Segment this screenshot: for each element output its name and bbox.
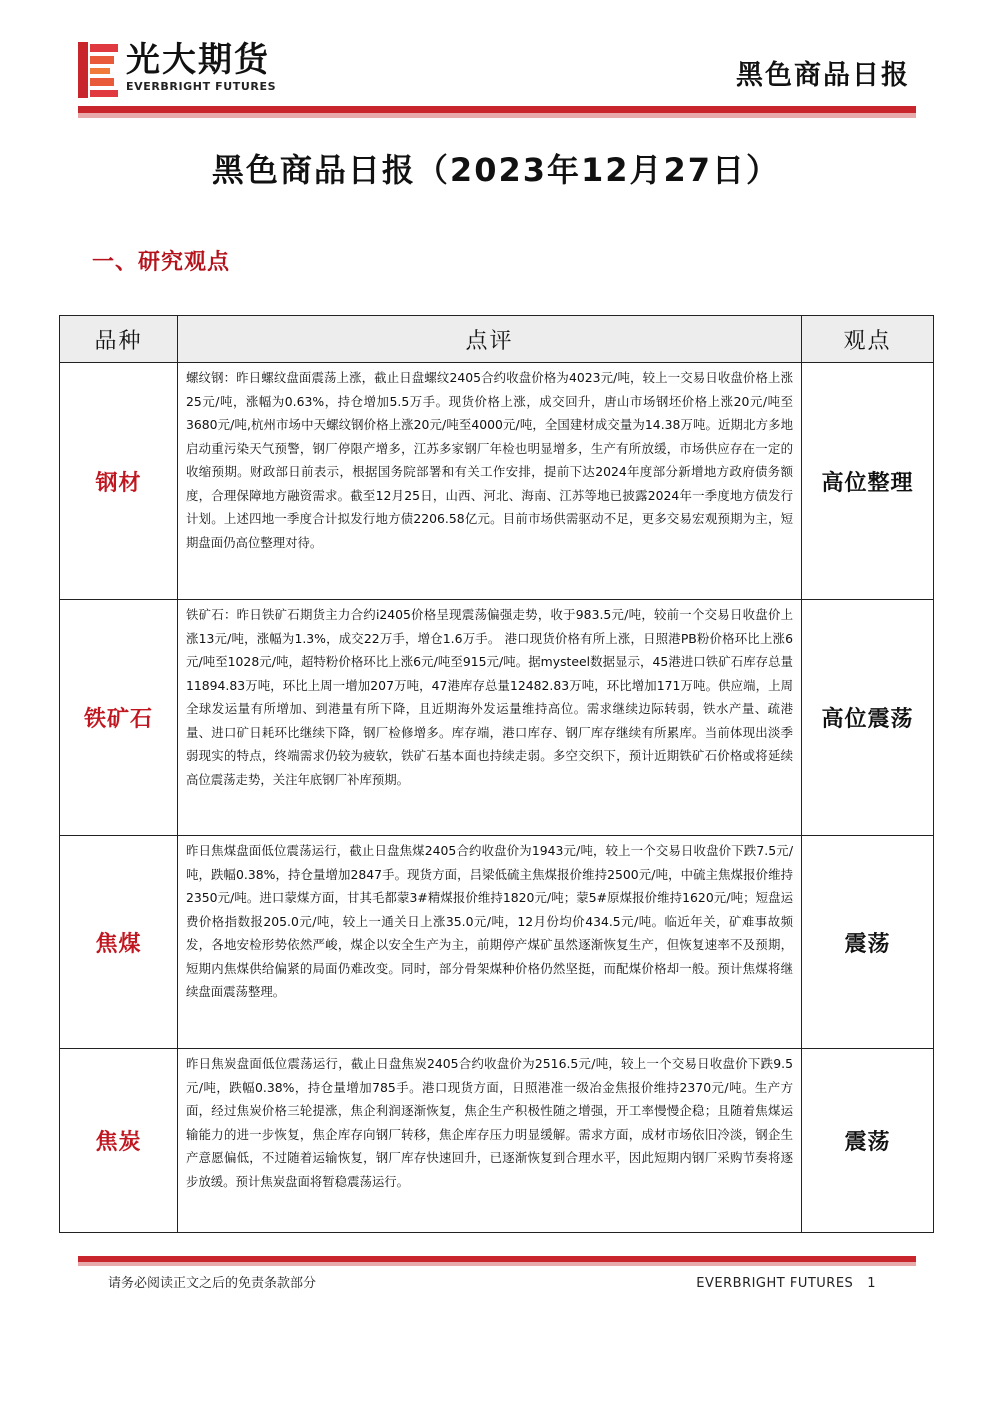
comment-cell: 昨日焦炭盘面低位震荡运行，截止日盘焦炭2405合约收盘价为2516.5元/吨，较上一个交易日收盘价下跌9.5元/吨，跌幅0.38%，持仓量增加785手。港口现货方面，日照港准一级冶金焦报价维持2370元/吨。生产方面，经过焦炭价格三轮提涨，焦企利润逐渐恢复，焦企生产积极性随之增强，开工率慢慢企稳；且随着焦煤运输能力的进一步恢复，焦企库存向钢厂转移，焦企库存压力明显缓解。需求方面，成材市场依旧冷淡，钢企生产意愿偏低，不过随着运输恢复，钢厂库存快速回升，已逐渐恢复到合理水平，因此短期内钢厂采购节奏将逐步放缓。预计焦炭盘面将暂稳震荡运行。 xyxy=(178,1049,802,1233)
column-header-view: 观点 xyxy=(802,316,934,363)
comment-cell: 昨日焦煤盘面低位震荡运行，截止日盘焦煤2405合约收盘价为1943元/吨，较上一个交易日收盘价下跌7.5元/吨，跌幅0.38%，持仓量增加2847手。现货方面，吕梁低硫主焦煤报价维持2500元/吨，中硫主焦煤报价维持2350元/吨。进口蒙煤方面，甘其毛都蒙3#精煤报价维持1820元/吨；蒙5#原煤报价维持1620元/吨；短盘运费价格指数报205.0元/吨，较上一通关日上涨35.0元/吨，12月份均价434.5元/吨。临近年关，矿难事故频发，各地安检形势依然严峻，煤企以安全生产为主，前期停产煤矿虽然逐渐恢复生产，但恢复速率不及预期，短期内焦煤供给偏紧的局面仍难改变。同时，部分骨架煤种价格仍然坚挺，而配煤价格却一般。预计焦煤将继续盘面震荡整理。 xyxy=(178,836,802,1049)
view-cell: 震荡 xyxy=(802,836,934,1049)
comment-cell: 铁矿石：昨日铁矿石期货主力合约i2405价格呈现震荡偏强走势，收于983.5元/吨，较前一个交易日收盘价上涨13元/吨，涨幅为1.3%，成交22万手，增仓1.6万手。 港口现货价格有所上涨，日照港PB粉价格环比上涨6元/吨至1028元/吨，超特粉价格环比上涨6元/吨至915元/吨。据mysteel数据显示，45港进口铁矿石库存总量11894.83万吨，环比上周一增加207万吨，47港库存总量12482.83万吨，环比增加171万吨。供应端，上周全球发运量有所增加、到港量有所下降，且近期海外发运量维持高位。需求继续边际转弱，铁水产量、疏港量、进口矿日耗环比继续下降，钢厂检修增多。库存端，港口库存、钢厂库存继续有所累库。当前体现出淡季弱现实的特点，终端需求仍较为疲软，铁矿石基本面也持续走弱。多空交织下，预计近期铁矿石价格或将延续高位震荡走势，关注年底钢厂补库预期。 xyxy=(178,600,802,836)
brand-logo xyxy=(78,40,283,100)
comment-cell: 螺纹钢：昨日螺纹盘面震荡上涨，截止日盘螺纹2405合约收盘价格为4023元/吨，较上一交易日收盘价格上涨25元/吨，涨幅为0.63%，持仓增加5.5万手。现货价格上涨，成交回升，唐山市场钢坯价格上涨20元/吨至3680元/吨,杭州市场中天螺纹钢价格上涨20元/吨至4000元/吨，全国建材成交量为14.38万吨。近期北方多地启动重污染天气预警，钢厂停限产增多，江苏多家钢厂年检也明显增多，生产有所放缓，市场供应存在一定的收缩预期。财政部日前表示，根据国务院部署和有关工作安排，提前下达2024年度部分新增地方政府债务额度，合理保障地方融资需求。截至12月25日，山西、河北、海南、江苏等地已披露2024年一季度地方债发行计划。上述四地一季度合计拟发行地方债2206.58亿元。目前市场供需驱动不足，更多交易宏观预期为主，短期盘面仍高位整理对待。 xyxy=(178,363,802,600)
page-title: 黑色商品日报（2023年12月27日） xyxy=(211,151,781,189)
brand-name-en: EVERBRIGHT FUTURES xyxy=(126,80,277,93)
view-cell: 震荡 xyxy=(802,1049,934,1233)
page-header xyxy=(0,0,992,130)
footer-brand-page xyxy=(696,1274,876,1294)
category-cell: 焦煤 xyxy=(60,836,178,1049)
view-cell: 高位震荡 xyxy=(802,600,934,836)
column-header-comment: 点评 xyxy=(178,316,802,363)
footer-brand: EVERBRIGHT FUTURES xyxy=(696,1276,854,1291)
section-heading: 一、研究观点 xyxy=(92,250,231,275)
category-cell: 焦炭 xyxy=(60,1049,178,1233)
table-row-iron-ore xyxy=(60,600,934,836)
table-header-row xyxy=(60,316,934,363)
page-number: 1 xyxy=(867,1276,876,1291)
everbright-logo-icon xyxy=(78,42,120,98)
category-cell: 钢材 xyxy=(60,363,178,600)
brand-name-cn: 光大期货 xyxy=(126,40,270,80)
report-name: 黑色商品日报 xyxy=(736,60,910,91)
category-cell: 铁矿石 xyxy=(60,600,178,836)
table-row-coke xyxy=(60,1049,934,1233)
view-cell: 高位整理 xyxy=(802,363,934,600)
header-divider xyxy=(78,106,916,118)
column-header-category: 品种 xyxy=(60,316,178,363)
research-views-table xyxy=(59,315,934,1233)
footer-disclaimer: 请务必阅读正文之后的免责条款部分 xyxy=(108,1276,317,1291)
footer-divider xyxy=(78,1256,916,1266)
table-row-steel xyxy=(60,363,934,600)
table-row-coking-coal xyxy=(60,836,934,1049)
